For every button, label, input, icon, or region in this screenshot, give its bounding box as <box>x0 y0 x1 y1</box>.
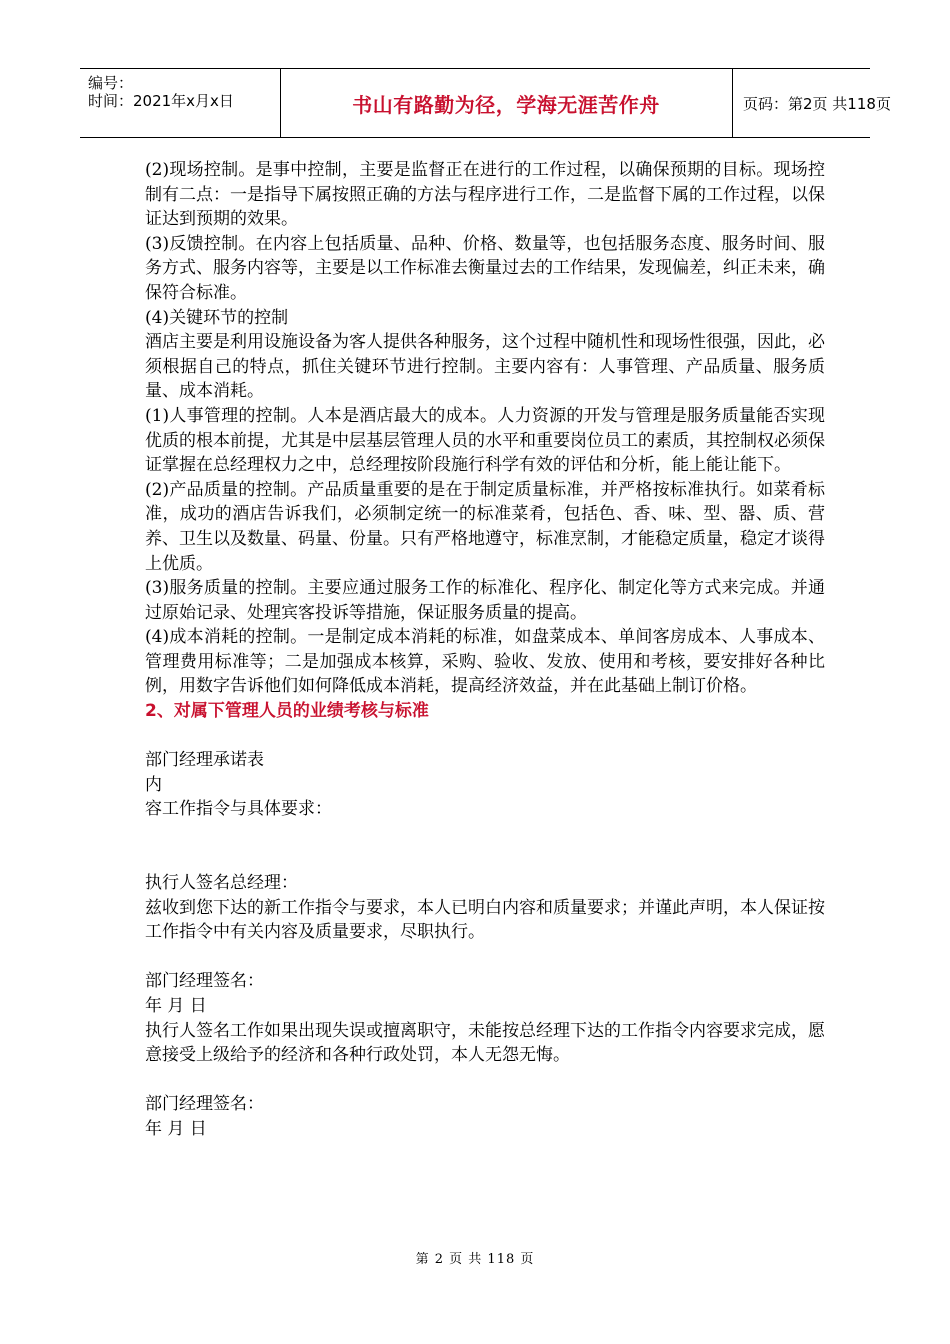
spacer <box>145 822 825 871</box>
section-heading: 2、对属下管理人员的业绩考核与标准 <box>145 701 429 722</box>
form-executor-label: 执行人签名总经理： <box>145 873 298 894</box>
page-header <box>80 68 891 138</box>
form-date-1: 年 月 日 <box>145 996 207 1016</box>
paragraph-product-quality: (2)产品质量的控制。产品质量重要的是在于制定质量标准，并严格按标准执行。如菜肴标准，成功的酒店告诉我们，必须制定统一的标准菜肴，包括色、香、味、型、器、质、营养、卫生以及数量、码量、份量。只有严格地遵守，标准烹制，才能稳定质量，稳定才谈得上优质。 <box>145 479 825 574</box>
paragraph-service-quality: (3)服务质量的控制。主要应通过服务工作的标准化、程序化、制定化等方式来完成。并通过原始记录、处理宾客投诉等措施，保证服务质量的提高。 <box>145 578 825 623</box>
spacer <box>145 1068 825 1093</box>
form-content-label-1: 内 <box>145 774 162 795</box>
form-content-label-2: 容工作指令与具体要求： <box>145 799 332 820</box>
document-body <box>145 158 825 1142</box>
document-number-label: 编号： <box>88 74 134 92</box>
spacer <box>145 945 825 970</box>
header-motto-cell <box>280 69 733 137</box>
header-page-info: 页码：第2页 共118页 <box>743 94 891 113</box>
header-meta <box>80 69 281 137</box>
header-motto: 书山有路勤为径，学海无涯苦作舟 <box>352 92 660 117</box>
paragraph-personnel-control: (1)人事管理的控制。人本是酒店最大的成本。人力资源的开发与管理是服务质量能否实现优质的根本前提，尤其是中层基层管理人员的水平和重要岗位员工的素质，其控制权必须保证掌握在总经理权力之中，总经理按阶段施行科学有效的评估和分析，能上能让能下。 <box>145 405 825 476</box>
form-sign-label-1: 部门经理签名： <box>145 971 264 992</box>
page-footer: 第 2 页 共 118 页 <box>415 1252 535 1267</box>
paragraph-live-control: (2)现场控制。是事中控制，主要是监督正在进行的工作过程，以确保预期的目标。现场控制有二点：一是指导下属按照正确的方法与程序进行工作，二是监督下属的工作过程，以保证达到预期的效果。 <box>145 160 825 230</box>
form-date-2: 年 月 日 <box>145 1118 207 1139</box>
paragraph-key-link-intro: 酒店主要是利用设施设备为客人提供各种服务，这个过程中随机性和现场性很强，因此，必须根据自己的特点，抓住关键环节进行控制。主要内容有：人事管理、产品质量、服务质量、成本消耗。 <box>145 332 825 402</box>
paragraph-cost-control: (4)成本消耗的控制。一是制定成本消耗的标准，如盘菜成本、单间客房成本、人事成本、管理费用标准等；二是加强成本核算，采购、验收、发放、使用和考核，要安排好各种比例，用数字告诉他们如何降低成本消耗，提高经济效益，并在此基础上制订价格。 <box>145 627 825 697</box>
form-sign-label-2: 部门经理签名： <box>145 1094 264 1115</box>
paragraph-key-link-title: (4)关键环节的控制 <box>145 307 289 328</box>
document-time-label: 时间：2021年x月x日 <box>88 92 234 110</box>
spacer <box>145 724 825 749</box>
paragraph-feedback-control: (3)反馈控制。在内容上包括质量、品种、价格、数量等，也包括服务态度、服务时间、服务方式、服务内容等，主要是以工作标准去衡量过去的工作结果，发现偏差，纠正未来，确保符合标准。 <box>145 233 825 303</box>
form-penalty: 执行人签名工作如果出现失误或擅离职守，未能按总经理下达的工作指令内容要求完成，愿意接受上级给予的经济和各种行政处罚，本人无怨无悔。 <box>145 1020 825 1066</box>
header-page-cell <box>733 69 891 137</box>
form-statement: 兹收到您下达的新工作指令与要求，本人已明白内容和质量要求；并谨此声明，本人保证按工作指令中有关内容及质量要求，尽职执行。 <box>145 897 825 943</box>
form-title: 部门经理承诺表 <box>145 750 264 771</box>
